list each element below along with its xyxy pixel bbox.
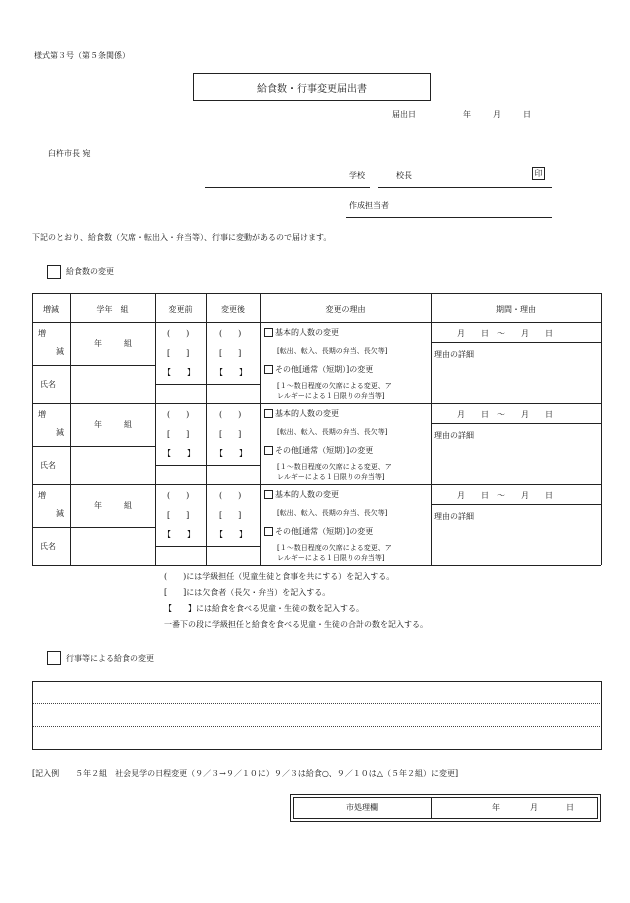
note-4: 一番下の段に学級担任と給食を食べる児童・生徒の合計の数を記入する。 bbox=[164, 620, 428, 629]
row-nen: 年 bbox=[94, 420, 102, 429]
reason-other: その他[通常（短期）]の変更 bbox=[275, 527, 374, 536]
principal-label: 校長 bbox=[396, 171, 412, 180]
reason-basic-checkbox[interactable] bbox=[264, 490, 273, 499]
table-vline bbox=[70, 484, 71, 565]
row-zou: 増 bbox=[38, 329, 46, 338]
table-hline bbox=[155, 465, 260, 466]
reason-other: その他[通常（短期）]の変更 bbox=[275, 446, 374, 455]
school-label: 学校 bbox=[349, 171, 365, 180]
date-year: 年 bbox=[463, 110, 471, 119]
table-hline bbox=[431, 504, 601, 505]
reason-basic-note: [転出、転入、長期の弁当、長欠等] bbox=[277, 347, 388, 355]
before-eaters: 【 】 bbox=[163, 368, 195, 377]
reason-basic: 基本的人数の変更 bbox=[275, 328, 339, 337]
before-absent: [ ] bbox=[167, 511, 190, 520]
row-kumi: 組 bbox=[124, 339, 132, 348]
before-absent: [ ] bbox=[167, 430, 190, 439]
row-gen: 減 bbox=[56, 509, 64, 518]
office-day: 日 bbox=[566, 803, 574, 812]
reason-basic-note: [転出、転入、長期の弁当、長欠等] bbox=[277, 509, 388, 517]
principal-line[interactable] bbox=[378, 187, 552, 188]
after-eaters: 【 】 bbox=[215, 368, 247, 377]
table-hline bbox=[431, 423, 601, 424]
row-nen: 年 bbox=[94, 501, 102, 510]
after-eaters: 【 】 bbox=[215, 530, 247, 539]
row-kumi: 組 bbox=[124, 420, 132, 429]
reason-basic: 基本的人数の変更 bbox=[275, 490, 339, 499]
office-month: 月 bbox=[530, 803, 538, 812]
event-line-2 bbox=[33, 726, 600, 727]
section2-checkbox[interactable] bbox=[47, 651, 61, 665]
header-before: 変更前 bbox=[168, 305, 193, 314]
after-absent: [ ] bbox=[219, 349, 242, 358]
note-2: [ ]には欠食者（長欠・弁当）を記入する。 bbox=[164, 588, 331, 597]
reason-basic: 基本的人数の変更 bbox=[275, 409, 339, 418]
event-line-1 bbox=[33, 703, 600, 704]
note-1: ( )には学級担任（児童生徒と食事を共にする）を記入する。 bbox=[164, 572, 395, 581]
before-teacher: ( ) bbox=[167, 491, 190, 500]
page-title: 給食数・行事変更届出書 bbox=[257, 84, 367, 95]
table-hline bbox=[32, 365, 155, 366]
reason-detail-label: 理由の詳細 bbox=[434, 350, 474, 359]
reason-other-note2: レルギーによる１日限りの弁当等] bbox=[277, 473, 385, 481]
table-hline bbox=[155, 546, 260, 547]
section1-checkbox[interactable] bbox=[47, 265, 61, 279]
row-nen: 年 bbox=[94, 339, 102, 348]
row-gen: 減 bbox=[56, 347, 64, 356]
after-teacher: ( ) bbox=[219, 329, 242, 338]
table-vline bbox=[155, 293, 156, 565]
before-teacher: ( ) bbox=[167, 329, 190, 338]
before-absent: [ ] bbox=[167, 349, 190, 358]
header-after: 変更後 bbox=[221, 305, 245, 314]
table-vline bbox=[70, 403, 71, 484]
table-hline bbox=[32, 565, 601, 566]
section1-label: 給食数の変更 bbox=[66, 267, 114, 276]
header-period: 期間・理由 bbox=[496, 305, 536, 314]
row-kumi: 組 bbox=[124, 501, 132, 510]
reason-other-checkbox[interactable] bbox=[264, 527, 273, 536]
table-hline bbox=[431, 342, 601, 343]
table-vline bbox=[260, 293, 261, 565]
period-range: 月 日 ～ 月 日 bbox=[457, 491, 553, 500]
date-label: 届出日 bbox=[392, 110, 416, 119]
date-day: 日 bbox=[523, 110, 531, 119]
example-text: [記入例 ５年２組 社会見学の日程変更（９／３→９／１０に）９／３は給食○、９／１０は△（５年２組）に変更] bbox=[32, 769, 459, 778]
author-label: 作成担当者 bbox=[349, 201, 389, 210]
reason-other-checkbox[interactable] bbox=[264, 365, 273, 374]
intro-text: 下記のとおり、給食数（欠席・転出入・弁当等）、行事に変動があるので届けます。 bbox=[32, 233, 332, 242]
table-hline bbox=[32, 322, 601, 323]
period-range: 月 日 ～ 月 日 bbox=[457, 410, 553, 419]
row-name-label: 氏名 bbox=[40, 461, 56, 470]
period-range: 月 日 ～ 月 日 bbox=[457, 329, 553, 338]
table-vline bbox=[70, 322, 71, 403]
reason-other-checkbox[interactable] bbox=[264, 446, 273, 455]
reason-other: その他[通常（短期）]の変更 bbox=[275, 365, 374, 374]
table-hline bbox=[32, 446, 155, 447]
row-name-label: 氏名 bbox=[40, 380, 56, 389]
after-absent: [ ] bbox=[219, 430, 242, 439]
after-teacher: ( ) bbox=[219, 410, 242, 419]
after-teacher: ( ) bbox=[219, 491, 242, 500]
table-hline bbox=[32, 293, 601, 294]
reason-other-note1: [１～数日程度の欠席による変更、ア bbox=[277, 382, 392, 390]
reason-detail-label: 理由の詳細 bbox=[434, 512, 474, 521]
seal-icon: 印 bbox=[534, 169, 543, 178]
header-reason: 変更の理由 bbox=[325, 305, 366, 314]
author-line[interactable] bbox=[346, 217, 552, 218]
before-eaters: 【 】 bbox=[163, 530, 195, 539]
date-month: 月 bbox=[493, 110, 501, 119]
office-divider bbox=[431, 797, 432, 818]
before-teacher: ( ) bbox=[167, 410, 190, 419]
before-eaters: 【 】 bbox=[163, 449, 195, 458]
table-vline bbox=[32, 293, 33, 565]
table-hline bbox=[155, 384, 260, 385]
table-vline bbox=[431, 293, 432, 565]
form-number: 様式第３号（第５条関係） bbox=[34, 51, 130, 60]
note-3: 【 】には給食を食べる児童・生徒の数を記入する。 bbox=[164, 604, 364, 613]
table-vline bbox=[206, 293, 207, 565]
event-change-box[interactable] bbox=[32, 681, 602, 750]
reason-detail-label: 理由の詳細 bbox=[434, 431, 474, 440]
row-gen: 減 bbox=[56, 428, 64, 437]
reason-basic-note: [転出、転入、長期の弁当、長欠等] bbox=[277, 428, 388, 436]
table-hline bbox=[32, 527, 155, 528]
header-class: 学年 組 bbox=[96, 305, 129, 314]
reason-other-note1: [１～数日程度の欠席による変更、ア bbox=[277, 544, 392, 552]
row-zou: 増 bbox=[38, 410, 46, 419]
office-label: 市処理欄 bbox=[346, 803, 378, 812]
reason-other-note1: [１～数日程度の欠席による変更、ア bbox=[277, 463, 392, 471]
office-year: 年 bbox=[492, 803, 500, 812]
table-vline bbox=[601, 293, 602, 565]
row-zou: 増 bbox=[38, 491, 46, 500]
table-hline bbox=[32, 484, 601, 485]
row-name-label: 氏名 bbox=[40, 542, 56, 551]
table-hline bbox=[32, 403, 601, 404]
header-zougen: 増減 bbox=[43, 305, 59, 314]
reason-basic-checkbox[interactable] bbox=[264, 409, 273, 418]
reason-basic-checkbox[interactable] bbox=[264, 328, 273, 337]
reason-other-note2: レルギーによる１日限りの弁当等] bbox=[277, 392, 385, 400]
reason-other-note2: レルギーによる１日限りの弁当等] bbox=[277, 554, 385, 562]
after-absent: [ ] bbox=[219, 511, 242, 520]
after-eaters: 【 】 bbox=[215, 449, 247, 458]
section2-label: 行事等による給食の変更 bbox=[66, 654, 154, 663]
addressee: 臼杵市長 宛 bbox=[48, 149, 91, 158]
school-line[interactable] bbox=[205, 187, 370, 188]
